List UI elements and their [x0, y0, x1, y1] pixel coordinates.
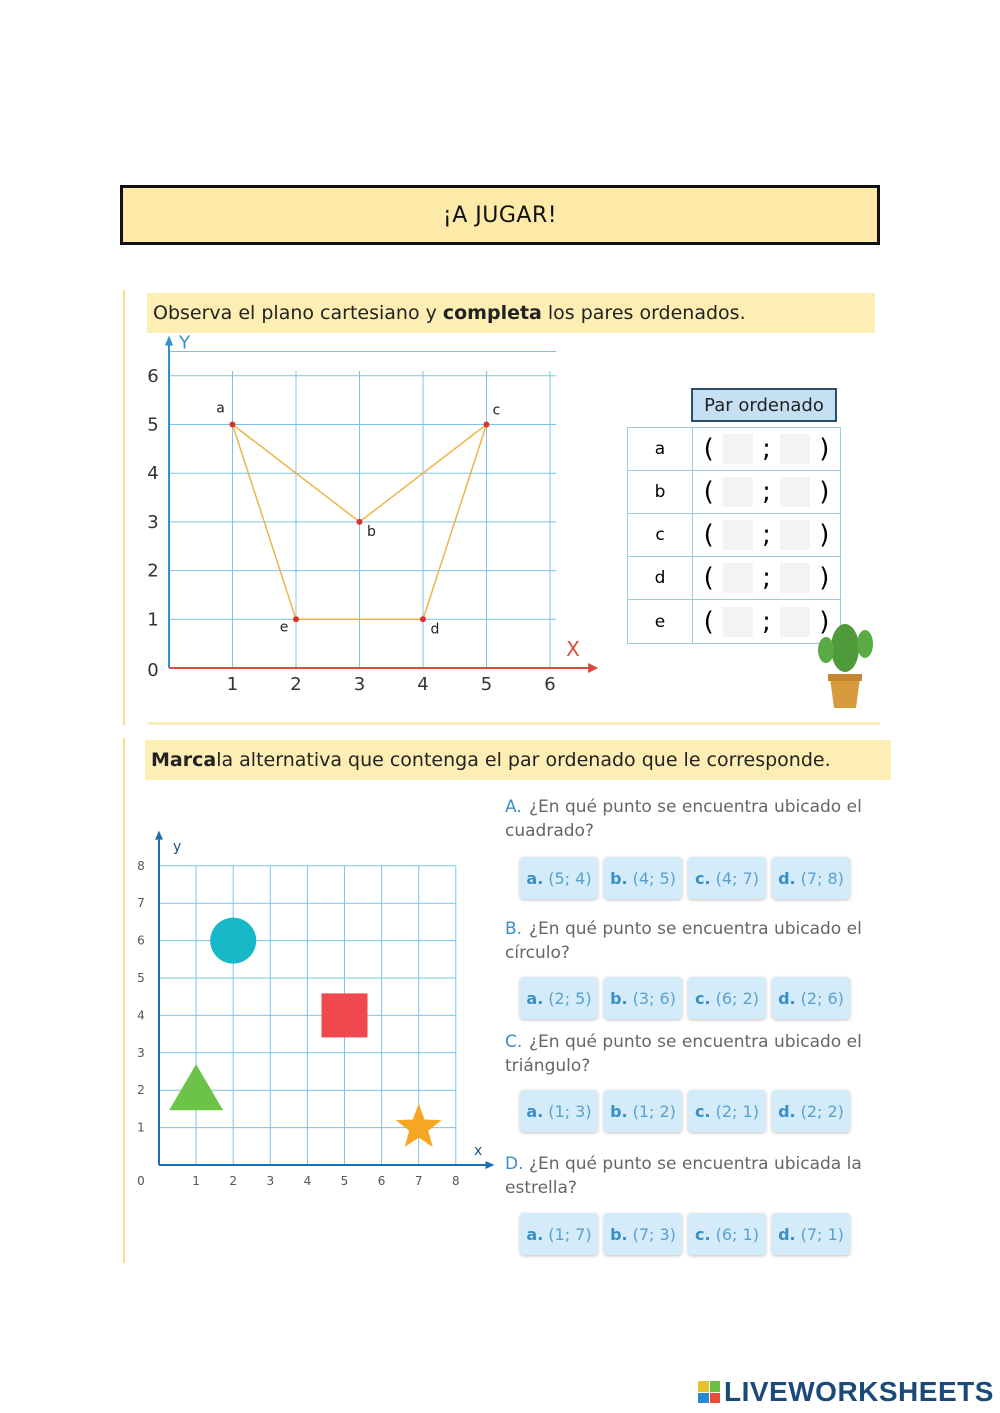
option-button[interactable] [520, 1090, 598, 1132]
option-button[interactable] [520, 1213, 598, 1255]
instruction-bold-2: Marca [151, 749, 217, 771]
x-answer-input[interactable] [723, 607, 753, 637]
option-value: (7; 1) [800, 1224, 844, 1244]
x-tick-label: 2 [229, 1174, 238, 1188]
option-button[interactable] [520, 977, 598, 1019]
separator: ; [762, 477, 771, 507]
x-answer-input[interactable] [723, 477, 753, 507]
question-letter: B. [505, 919, 523, 939]
option-button[interactable] [688, 1213, 766, 1255]
brand-name: LIVEWORKSHEETS [724, 1376, 994, 1407]
question-text: ¿En qué punto se encuentra ubicado el triángulo? [505, 1032, 862, 1076]
table-row [628, 514, 840, 557]
option-value: (4; 7) [715, 868, 759, 888]
close-paren: ) [819, 520, 830, 550]
options-group [520, 977, 850, 1019]
logo-icon [698, 1381, 720, 1403]
option-letter: b. [610, 1101, 628, 1121]
close-paren: ) [819, 434, 830, 464]
option-button[interactable] [772, 857, 850, 899]
option-button[interactable] [604, 1090, 682, 1132]
question-1 [505, 795, 880, 843]
section-1-border [123, 290, 125, 725]
row-label: d [628, 557, 693, 599]
row-label: c [628, 514, 693, 556]
x-answer-input[interactable] [723, 520, 753, 550]
option-letter: a. [526, 868, 544, 888]
point-label: e [279, 619, 289, 636]
options-group [520, 857, 850, 899]
y-tick-label: 4 [137, 1008, 145, 1023]
option-button[interactable] [520, 857, 598, 899]
close-paren: ) [819, 606, 830, 637]
option-letter: b. [610, 988, 628, 1008]
option-button[interactable] [688, 977, 766, 1019]
open-paren: ( [703, 477, 714, 507]
option-letter: c. [695, 1224, 711, 1244]
x-tick-label: 5 [340, 1174, 349, 1188]
pair-cell [693, 557, 840, 599]
x-answer-input[interactable] [723, 563, 753, 593]
table-header: Par ordenado [691, 388, 837, 422]
y-answer-input[interactable] [780, 520, 810, 550]
page-title: ¡A JUGAR! [120, 185, 880, 245]
point-label: a [216, 400, 225, 417]
point-a [230, 422, 236, 428]
cactus-icon [812, 618, 878, 712]
question-text: ¿En qué punto se encuentra ubicado el círculo? [505, 919, 862, 963]
pair-cell [693, 471, 840, 513]
x-tick-label: 6 [377, 1174, 386, 1188]
row-label: a [628, 428, 693, 470]
option-value: (7; 3) [632, 1224, 676, 1244]
option-letter: a. [526, 988, 544, 1008]
x-tick-label: 1 [226, 674, 239, 695]
separator: ; [762, 606, 771, 637]
table-row [628, 428, 840, 471]
cartesian-plane-1 [135, 332, 595, 705]
option-value: (7; 8) [800, 868, 844, 888]
x-axis-arrow [485, 1161, 494, 1169]
option-letter: c. [695, 1101, 711, 1121]
question-letter: D. [505, 1154, 524, 1174]
question-3 [505, 1030, 880, 1078]
option-value: (2; 1) [715, 1101, 759, 1121]
x-tick-label: 3 [353, 674, 366, 695]
option-button[interactable] [772, 977, 850, 1019]
row-label: b [628, 471, 693, 513]
x-tick-label: 2 [290, 674, 302, 695]
close-paren: ) [819, 477, 830, 507]
question-text: ¿En qué punto se encuentra ubicado el cuadrado? [505, 797, 862, 841]
triangle-shape [169, 1064, 223, 1110]
option-value: (1; 7) [548, 1224, 592, 1244]
option-value: (4; 5) [632, 868, 676, 888]
section-2-border [123, 738, 125, 1263]
option-value: (5; 4) [548, 868, 592, 888]
table-row [628, 557, 840, 600]
option-letter: c. [695, 988, 711, 1008]
pair-cell [693, 428, 840, 470]
point-b [357, 519, 363, 525]
option-letter: d. [778, 1101, 796, 1121]
instruction-text: Observa el plano cartesiano y [153, 302, 437, 324]
x-tick-label: 1 [192, 1174, 200, 1188]
y-tick-label: 8 [137, 858, 145, 873]
instruction-text-2: la alternativa que contenga el par ordenado que le corresponde. [216, 749, 831, 771]
y-tick-label: 1 [137, 1120, 145, 1135]
point-label: c [492, 402, 501, 419]
x-tick-label: 4 [417, 674, 429, 695]
point-c [484, 422, 490, 428]
options-group [520, 1213, 850, 1255]
y-answer-input[interactable] [780, 477, 810, 507]
option-value: (6; 2) [715, 988, 759, 1008]
option-value: (3; 6) [632, 988, 676, 1008]
row-label: e [628, 600, 693, 643]
option-letter: a. [526, 1101, 544, 1121]
option-button[interactable] [688, 857, 766, 899]
option-letter: d. [778, 868, 796, 888]
point-d [420, 616, 426, 622]
y-tick-label: 5 [147, 414, 159, 436]
y-tick-label: 4 [147, 463, 159, 485]
point-label: b [367, 523, 376, 540]
question-2 [505, 917, 880, 965]
x-tick-label: 7 [414, 1174, 423, 1188]
open-paren: ( [703, 520, 714, 550]
option-button[interactable] [688, 1090, 766, 1132]
y-tick-label: 3 [147, 511, 159, 533]
y-answer-input[interactable] [780, 563, 810, 593]
option-letter: c. [695, 868, 711, 888]
section-separator [148, 722, 880, 725]
open-paren: ( [703, 434, 714, 464]
point-e [293, 616, 299, 622]
option-value: (2; 2) [800, 1101, 844, 1121]
option-button[interactable] [604, 857, 682, 899]
y-tick-label: 2 [147, 560, 159, 582]
x-tick-label: 4 [303, 1174, 312, 1188]
option-value: (1; 3) [548, 1101, 592, 1121]
separator: ; [762, 434, 771, 464]
option-value: (6; 1) [715, 1224, 759, 1244]
question-letter: A. [505, 797, 522, 817]
option-value: (2; 6) [800, 988, 844, 1008]
cartesian-plane-2 [128, 830, 503, 1195]
y-answer-input[interactable] [780, 434, 810, 464]
close-paren: ) [819, 563, 830, 593]
question-text: ¿En qué punto se encuentra ubicada la estrella? [505, 1154, 862, 1198]
y-axis-arrow [155, 831, 163, 840]
y-axis-label: y [173, 838, 182, 855]
circle-shape [210, 918, 256, 964]
option-letter: d. [778, 988, 796, 1008]
y-tick-label: 2 [137, 1083, 145, 1098]
question-letter: C. [505, 1032, 523, 1052]
y-answer-input[interactable] [780, 607, 810, 637]
open-paren: ( [703, 563, 714, 593]
y-tick-label: 3 [137, 1045, 145, 1060]
option-letter: d. [778, 1224, 796, 1244]
option-button[interactable] [604, 977, 682, 1019]
option-button[interactable] [772, 1213, 850, 1255]
options-group [520, 1090, 850, 1132]
y-axis-arrow [165, 335, 173, 345]
y-tick-label: 6 [137, 933, 145, 948]
x-tick-label: 5 [480, 674, 493, 695]
section-2-instruction [145, 740, 891, 780]
x-tick-label: 6 [544, 674, 556, 695]
option-button[interactable] [604, 1213, 682, 1255]
y-tick-label: 6 [147, 365, 159, 387]
y-tick-label: 0 [147, 660, 159, 681]
open-paren: ( [703, 606, 714, 637]
separator: ; [762, 520, 771, 550]
x-tick-label: 8 [451, 1174, 460, 1188]
x-axis-label: X [566, 637, 580, 661]
option-letter: b. [610, 868, 628, 888]
pair-cell [693, 514, 840, 556]
section-1-instruction [147, 293, 875, 333]
table-body [627, 427, 841, 644]
question-4 [505, 1152, 880, 1200]
point-label: d [430, 621, 440, 638]
liveworksheets-logo [698, 1376, 994, 1408]
x-tick-label: 0 [137, 1174, 145, 1188]
x-answer-input[interactable] [723, 434, 753, 464]
x-axis-label: x [474, 1143, 483, 1159]
x-axis-arrow [588, 663, 598, 673]
y-axis-label: Y [179, 332, 190, 354]
y-tick-label: 7 [137, 896, 145, 911]
x-tick-label: 3 [266, 1174, 275, 1188]
table-row [628, 471, 840, 514]
option-value: (2; 5) [548, 988, 592, 1008]
square-shape [322, 993, 368, 1037]
table-row [628, 600, 840, 643]
option-letter: a. [526, 1224, 544, 1244]
y-tick-label: 1 [147, 609, 159, 631]
separator: ; [762, 563, 771, 593]
option-button[interactable] [772, 1090, 850, 1132]
instruction-bold: completa [442, 302, 542, 324]
option-letter: b. [610, 1224, 628, 1244]
instruction-text-end: los pares ordenados. [547, 302, 746, 324]
option-value: (1; 2) [632, 1101, 676, 1121]
y-tick-label: 5 [137, 971, 145, 985]
